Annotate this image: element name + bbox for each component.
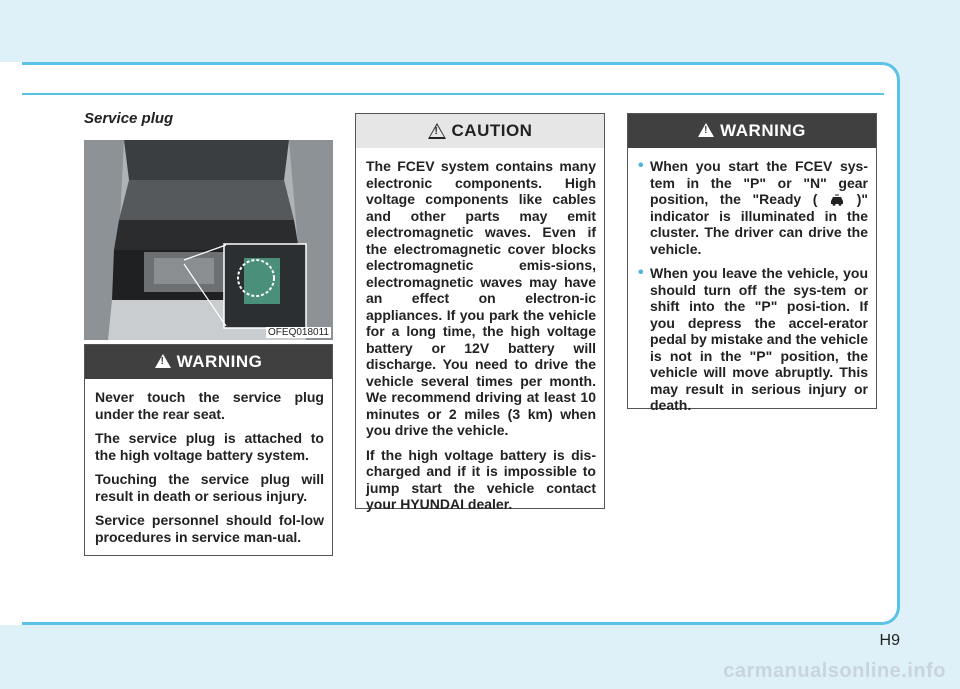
warning-bullet: • When you leave the vehicle, you should turn off the sys-tem or shift into the "P" posi-tion. If you depress the accel-erator pedal by mistake and the vehicle is not in the "P" position, the vehicle will move abruptly. This may result in serious injury or death.: [638, 265, 868, 414]
caution-box: [355, 113, 605, 512]
caution-heading: CAUTION: [451, 121, 533, 140]
service-plug-photo: [84, 140, 333, 340]
warning-bullet-list: [638, 158, 868, 414]
caution-paragraph: The FCEV system contains many electronic components. High voltage components like cables and other parts may emit electromagnetic waves. Even if the electromagnetic cover blocks electromagnetic emis-sions, electromagnetic waves may have an effect on electron-ic appliances. If you park the vehicle for a long time, the high voltage battery or 12V battery will discharge. You need to drive the vehicle several times per month. We recommend driving at least 10 minutes or 2 miles (3 km) when you drive the vehicle.: [366, 158, 596, 438]
caution-triangle-icon: [428, 123, 446, 139]
warning-triangle-icon: [155, 354, 171, 368]
bullet-text-start: When you start the FCEV sys-tem in the "P" or "N" gear position, the "Ready (: [650, 158, 868, 207]
warning-body: [628, 148, 876, 428]
warning-bullet: [638, 158, 868, 257]
figure-code: OFEQ018011: [268, 327, 329, 338]
caution-paragraph: If the high voltage battery is dis-charged and if it is impossible to jump start the vehicle contact your HYUNDAI dealer.: [366, 446, 596, 512]
ready-car-icon: [829, 194, 845, 206]
watermark: carmanualsonline.info: [723, 660, 946, 682]
warning-box-service-plug: [84, 344, 333, 556]
page-left-edge: [0, 62, 22, 625]
warning-box-fcev: [627, 113, 877, 413]
warning-header: [628, 114, 876, 148]
caution-body: [356, 148, 604, 527]
section-title: Service plug: [84, 110, 174, 127]
caution-header: [356, 114, 604, 148]
warning-heading: WARNING: [176, 352, 263, 371]
warning-header: [85, 345, 332, 379]
warning-paragraph: Service personnel should fol-low procedures in service man-ual.: [95, 512, 324, 545]
warning-paragraph: Touching the service plug will result in death or serious injury.: [95, 471, 324, 504]
cargo-area-illustration: [84, 140, 333, 340]
warning-paragraph: Never touch the service plug under the rear seat.: [95, 389, 324, 422]
page-number: H9: [879, 632, 900, 649]
header-rule: [22, 93, 884, 95]
warning-triangle-icon: [698, 123, 714, 137]
bullet-text-end: )" indicator is illuminated in the cluster. The driver can drive the vehicle.: [650, 191, 868, 257]
warning-body: [85, 379, 332, 559]
warning-heading: WARNING: [720, 121, 806, 140]
warning-paragraph: The service plug is attached to the high voltage battery system.: [95, 430, 324, 463]
